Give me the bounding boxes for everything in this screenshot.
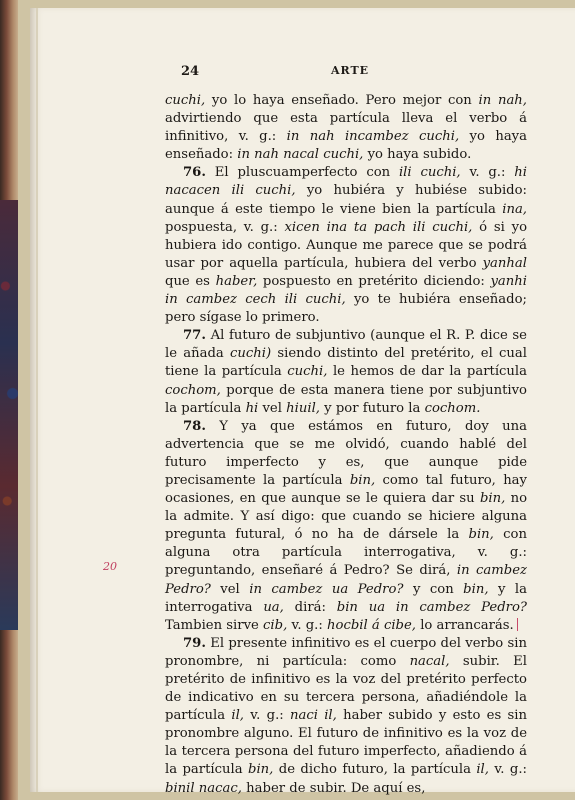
text-run: que es bbox=[165, 273, 216, 289]
red-margin-mark bbox=[517, 618, 519, 631]
italic-term: cib, bbox=[263, 617, 288, 633]
text-run: con alguna otra partícula interrogativa, v. g.: preguntando, enseñaré á Pedro? Se dirá, bbox=[165, 527, 527, 579]
italic-term: in nah nacal cuchi, bbox=[237, 147, 364, 163]
text-run: v. g.: bbox=[287, 617, 328, 633]
text-run: y la interrogativa bbox=[165, 581, 527, 615]
text-run: Tambien sirve bbox=[165, 617, 264, 633]
text-run: Al futuro de subjuntivo (aunque el R. P. dice se le añada bbox=[165, 328, 527, 362]
italic-term: in nah incambez cuchi, bbox=[286, 129, 460, 145]
paragraph-78 bbox=[165, 418, 527, 635]
paragraph-continued bbox=[165, 92, 527, 164]
text-run: pospuesto en pretérito diciendo: bbox=[257, 273, 491, 289]
text-run: yo lo haya enseñado. Pero mejor con bbox=[205, 93, 479, 108]
text-run: de dicho futuro, la partícula bbox=[273, 762, 477, 778]
italic-term: bin, bbox=[248, 762, 274, 778]
text-run: v. g.: bbox=[488, 762, 527, 778]
body-text bbox=[165, 92, 527, 798]
italic-term: cuchi, bbox=[287, 364, 328, 380]
text-run: como tal futuro, hay ocasiones, en que aunque se le quiera dar su bbox=[165, 472, 527, 507]
text-run: v. g.: bbox=[244, 708, 290, 724]
italic-term: il, bbox=[476, 762, 489, 778]
italic-term: in cambez ua Pedro? bbox=[249, 581, 404, 597]
text-run: yo te hubiéra enseñado; pero sígase lo primero. bbox=[165, 292, 527, 326]
paragraph-77 bbox=[165, 327, 527, 417]
italic-term: hiuil, bbox=[286, 400, 320, 416]
italic-term: ina, bbox=[502, 201, 527, 217]
text-run: dirá: bbox=[283, 599, 337, 615]
text-run: advirtiendo que esta partícula lleva el verbo á infinitivo, v. g.: bbox=[165, 111, 527, 145]
italic-term: cochom, bbox=[165, 382, 221, 398]
italic-term: hi nacacen ili cuchi, bbox=[165, 165, 527, 199]
italic-term: ua, bbox=[263, 599, 284, 615]
text-run: yo hubiéra y hubiése subido: aunque á este tiempo le viene bien la partícula bbox=[165, 183, 528, 217]
running-head bbox=[155, 64, 527, 84]
italic-term: yanhal bbox=[482, 255, 527, 271]
text-run: v. g.: bbox=[460, 165, 515, 181]
paragraph-number: 79. bbox=[183, 635, 206, 651]
text-run: y con bbox=[403, 581, 464, 597]
text-run: El pluscuamperfecto con bbox=[205, 165, 399, 181]
paragraph-76 bbox=[165, 164, 527, 327]
text-run: porque de esta manera tiene por subjuntivo la partícula bbox=[165, 382, 527, 416]
italic-term: in cambez Pedro? bbox=[165, 563, 527, 597]
text-run: subir. El pretérito de infinitivo es la voz del pretérito perfecto de indicativo en su tercera persona, añadiéndole la partícula bbox=[165, 653, 527, 724]
text-run: y por futuro la bbox=[319, 400, 425, 416]
italic-term: bin, bbox=[479, 491, 506, 507]
text-run: vel bbox=[210, 581, 250, 597]
paragraph-79 bbox=[165, 635, 527, 798]
paragraph-number: 78. bbox=[183, 418, 206, 434]
italic-term: nacal, bbox=[409, 653, 450, 669]
italic-term: yanhi in cambez cech ili cuchi, bbox=[165, 273, 528, 308]
italic-term: bin ua in cambez Pedro? bbox=[336, 599, 527, 615]
italic-term: in nah, bbox=[478, 93, 527, 108]
italic-term: haber, bbox=[215, 273, 258, 289]
italic-term: naci il, bbox=[289, 708, 337, 724]
text-run: yo haya enseñado: bbox=[165, 129, 527, 163]
text-run: le hemos de dar la partícula bbox=[327, 364, 527, 380]
text-run: haber de subir. De aquí es, bbox=[241, 780, 426, 796]
text-run: Y ya que estámos en futuro, doy una advertencia que se me olvidó, cuando hablé del futuro imperfecto y es, que aunque pide precisamente la partícula bbox=[165, 418, 527, 488]
text-run: vel bbox=[258, 400, 287, 416]
italic-term: hi bbox=[245, 400, 259, 416]
italic-term: hocbil á cibe, bbox=[327, 617, 416, 633]
italic-term: il, bbox=[231, 708, 244, 724]
text-run: yo haya subido. bbox=[363, 147, 472, 163]
text-run: haber subido y esto es sin pronombre alguno. El futuro de infinitivo es la voz de la tercera persona del futuro imperfecto, añadiendo á la partícula bbox=[165, 708, 528, 778]
italic-term: bin, bbox=[349, 472, 376, 488]
running-title: ARTE bbox=[331, 64, 370, 77]
italic-term: cochom. bbox=[424, 400, 481, 416]
page-gutter bbox=[36, 8, 38, 792]
text-run: lo arrancarás. bbox=[416, 617, 514, 633]
page-number: 24 bbox=[181, 64, 200, 79]
text-run: no la admite. Y así digo: que cuando se hiciere alguna pregunta futural, ó no ha de dársele la bbox=[165, 491, 528, 543]
text-run: siendo distinto del pretérito, el cual tiene la partícula bbox=[165, 346, 527, 380]
text-run: pospuesta, v. g.: bbox=[165, 219, 285, 235]
italic-term: ili cuchi, bbox=[398, 165, 461, 181]
italic-term: bin, bbox=[468, 527, 494, 543]
text-run: El presente infinitivo es el cuerpo del verbo sin pronombre, ni partícula: como bbox=[165, 635, 527, 669]
italic-term: binil nacac, bbox=[165, 780, 242, 796]
paragraph-number: 77. bbox=[183, 328, 206, 344]
margin-annotation: 20 bbox=[103, 560, 117, 573]
italic-term: cuchi, bbox=[165, 93, 206, 108]
italic-term: cuchi) bbox=[230, 346, 272, 362]
italic-term: bin, bbox=[463, 581, 489, 597]
italic-term: xicen ina ta pach ili cuchi, bbox=[284, 219, 473, 235]
text-run: ó si yo hubiera ido contigo. Aunque me parece que se podrá usar por aquella partícula, hubiera del verbo bbox=[165, 219, 528, 271]
paragraph-number: 76. bbox=[183, 165, 206, 181]
marbled-endpaper bbox=[0, 200, 18, 630]
